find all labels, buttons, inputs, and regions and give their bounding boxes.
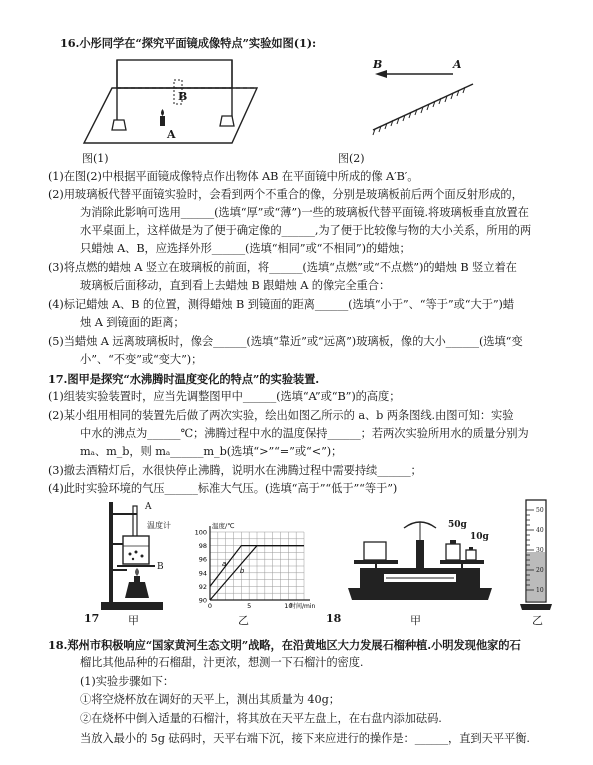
graph-y-tick-label: 96 (198, 555, 207, 564)
q18-line-5: ②在烧杯中倒入适量的石榴汁，将其放在天平左盘上，在右盘内添加砝码. (80, 712, 442, 725)
q17-line-1: (1)组装实验装置时，应当先调整图甲中______(选填“A”或“B”)的高度； (48, 390, 401, 403)
q17-line-5: (3)撤去酒精灯后，水很快停止沸腾，说明水在沸腾过程中需要持续______； (48, 464, 422, 477)
fig1-label-a: A (167, 128, 176, 141)
q16-line-3: 为消除此影响可选用______(选填“厚”或“薄”)一些的玻璃板代替平面镜.将玻璃板垂直放置在 (80, 206, 529, 219)
fig1-label-b: B (178, 90, 188, 103)
fig1-caption: 图(1) (82, 152, 109, 165)
figure-1-mirror-setup (82, 58, 262, 158)
graph-y-axis-label: 温度/℃ (212, 522, 235, 530)
q18-line-6: 当放入最小的 5g 砝码时，天平右端下沉，接下来应进行的操作是：______，直到天平平衡. (80, 732, 530, 745)
fig2-caption: 图(2) (338, 152, 365, 165)
figure-17a-boiling-apparatus (95, 498, 180, 616)
graph-y-tick-label: 90 (198, 596, 207, 605)
graph-series-label-b: b (239, 566, 245, 575)
q16-line-2: (2)用玻璃板代替平面镜实验时，会看到两个不重合的像，分别是玻璃板前后两个面反射形成的， (48, 188, 523, 201)
cylinder-tick-30: 30 (536, 547, 544, 554)
fig17a-caption: 甲 (128, 614, 139, 627)
figure-18b-graduated-cylinder (518, 496, 558, 612)
q18-line-3: (1)实验步骤如下： (80, 675, 175, 688)
cylinder-tick-40: 40 (536, 527, 544, 534)
q16-line-9: 烛 A 到镜面的距离； (80, 316, 185, 329)
q18-line-1: 18.郑州市积极响应“国家黄河生态文明”战略，在沿黄地区大力发展石榴种植.小明发现他家的石 (48, 638, 521, 652)
cylinder-tick-20: 20 (536, 567, 544, 574)
q17-line-6: (4)此时实验环境的气压______标准大气压。(选填“高于”“低于”“等于”) (48, 482, 398, 495)
graph-series-label-a: a (222, 560, 227, 568)
graph-y-tick-label: 92 (198, 582, 207, 591)
q17-line-4: mₐ、m_b，则 mₐ______m_b(选填“>”“=”或“<”)； (80, 445, 343, 458)
graph-y-tick-label: 94 (198, 569, 207, 578)
q16-line-6: (3)将点燃的蜡烛 A 竖立在玻璃板的前面，将______(选填“点燃”或“不点燃”)的蜡烛 B 竖立着在 (48, 261, 517, 274)
fig18b-caption: 乙 (532, 614, 543, 627)
q16-line-11: 小”、“不变”或“变大”)； (80, 353, 203, 366)
graph-x-axis-label: 时间/min (290, 603, 316, 610)
fig18a-caption: 甲 (410, 614, 421, 627)
fig2-label-b: B (373, 58, 383, 71)
q16-line-10: (5)当蜡烛 A 远离玻璃板时，像会______(选填“靠近”或“远离”)玻璃板，像的大小______(选填“变 (48, 335, 523, 348)
fig2-label-a: A (453, 58, 462, 71)
q18-line-4: ①将空烧杯放在调好的天平上，测出其质量为 40g； (80, 693, 340, 706)
fig17a-label-thermometer: 温度计 (147, 521, 171, 530)
q17-line-2: (2)某小组用相同的装置先后做了两次实验，绘出如图乙所示的 a、b 两条图线.由图可知：实验 (48, 409, 514, 422)
graph-x-tick-label: 5 (247, 602, 252, 610)
graph-x-tick-label: 10 (284, 602, 293, 610)
balance-mass-50g: 50g (448, 520, 467, 530)
cylinder-tick-10: 10 (536, 587, 544, 594)
q18-line-2: 榴比其他品种的石榴甜，汁更浓，想测一下石榴汁的密度. (80, 656, 364, 669)
graph-y-tick-label: 98 (198, 542, 207, 551)
q16-line-4: 水平桌面上，这样做是为了便于确定像的______,为了便于比较像与物的大小关系，所用的两 (80, 224, 532, 237)
fig17a-label-a: A (145, 502, 152, 512)
figure-2-mirror-diagram (365, 58, 485, 138)
q16-line-5: 只蜡烛 A、B，应选择外形______(选填“相同”或“不相同”)的蜡烛； (80, 242, 411, 255)
figure-17b-temperature-graph (186, 520, 321, 612)
graph-y-tick-label: 100 (194, 528, 207, 537)
fig18-number: 18 (326, 612, 342, 625)
fig17a-label-b: B (157, 562, 164, 572)
q16-line-7: 玻璃板后面移动，直到看上去蜡烛 B 跟蜡烛 A 的像完全重合： (80, 279, 391, 292)
fig17b-caption: 乙 (238, 614, 249, 627)
figure-18a-balance (342, 510, 502, 606)
q16-line-8: (4)标记蜡烛 A、B 的位置，测得蜡烛 B 到镜面的距离______(选填“小于”、“等于”或“大于”)蜡 (48, 298, 514, 311)
cylinder-tick-50: 50 (536, 507, 544, 514)
q16-title: 16.小彤同学在“探究平面镜成像特点”实验如图(1): (60, 36, 317, 50)
q17-title: 17.图甲是探究“水沸腾时温度变化的特点”的实验装置. (48, 372, 320, 386)
balance-mass-10g: 10g (470, 532, 489, 542)
fig17-number: 17 (84, 612, 100, 625)
q16-line-1: (1)在图(2)中根据平面镜成像特点作出物体 AB 在平面镜中所成的像 A′B′。 (48, 170, 419, 183)
graph-x-tick-label: 0 (207, 602, 213, 610)
q17-line-3: 中水的沸点为______℃；沸腾过程中水的温度保持______；若两次实验所用水的质量分别为 (80, 427, 529, 440)
